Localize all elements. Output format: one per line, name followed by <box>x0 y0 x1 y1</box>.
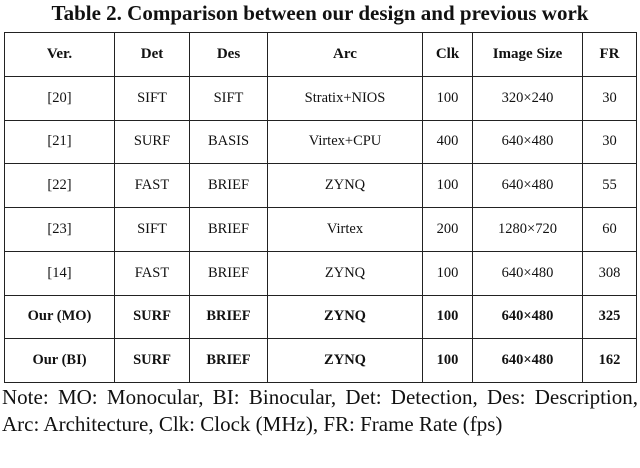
cell-description: SIFT <box>190 76 268 120</box>
cell-architecture: ZYNQ <box>268 295 423 339</box>
cell-description: BRIEF <box>190 295 268 339</box>
header-frame-rate: FR <box>583 33 637 77</box>
header-detection: Det <box>115 33 190 77</box>
cell-version: [22] <box>5 164 115 208</box>
cell-clock: 100 <box>423 339 473 383</box>
cell-frame-rate: 55 <box>583 164 637 208</box>
comparison-table <box>4 32 637 383</box>
cell-architecture: Virtex+CPU <box>268 120 423 164</box>
cell-detection: SIFT <box>115 76 190 120</box>
cell-architecture: ZYNQ <box>268 339 423 383</box>
cell-clock: 100 <box>423 251 473 295</box>
cell-clock: 400 <box>423 120 473 164</box>
cell-image-size: 640×480 <box>473 251 583 295</box>
cell-detection: SURF <box>115 339 190 383</box>
cell-image-size: 320×240 <box>473 76 583 120</box>
header-architecture: Arc <box>268 33 423 77</box>
table-row <box>5 76 637 120</box>
cell-image-size: 640×480 <box>473 295 583 339</box>
cell-detection: SURF <box>115 295 190 339</box>
cell-description: BASIS <box>190 120 268 164</box>
cell-detection: FAST <box>115 251 190 295</box>
cell-clock: 200 <box>423 208 473 252</box>
cell-image-size: 640×480 <box>473 339 583 383</box>
header-clock: Clk <box>423 33 473 77</box>
table-row-ours-bi <box>5 339 637 383</box>
cell-frame-rate: 162 <box>583 339 637 383</box>
cell-image-size: 1280×720 <box>473 208 583 252</box>
cell-version: [23] <box>5 208 115 252</box>
cell-architecture: ZYNQ <box>268 164 423 208</box>
table-row <box>5 208 637 252</box>
cell-image-size: 640×480 <box>473 164 583 208</box>
cell-detection: SURF <box>115 120 190 164</box>
cell-clock: 100 <box>423 164 473 208</box>
header-version: Ver. <box>5 33 115 77</box>
table-caption: Table 2. Comparison between our design and previous work <box>51 1 589 25</box>
table-row <box>5 164 637 208</box>
cell-frame-rate: 30 <box>583 76 637 120</box>
cell-frame-rate: 308 <box>583 251 637 295</box>
cell-description: BRIEF <box>190 339 268 383</box>
cell-architecture: ZYNQ <box>268 251 423 295</box>
cell-detection: SIFT <box>115 208 190 252</box>
cell-description: BRIEF <box>190 208 268 252</box>
cell-frame-rate: 30 <box>583 120 637 164</box>
cell-detection: FAST <box>115 164 190 208</box>
cell-image-size: 640×480 <box>473 120 583 164</box>
cell-clock: 100 <box>423 295 473 339</box>
table-row-ours-mo <box>5 295 637 339</box>
table-row <box>5 120 637 164</box>
table-header-row <box>5 33 637 77</box>
cell-architecture: Virtex <box>268 208 423 252</box>
cell-architecture: Stratix+NIOS <box>268 76 423 120</box>
header-description: Des <box>190 33 268 77</box>
table-row <box>5 251 637 295</box>
cell-version: [14] <box>5 251 115 295</box>
cell-description: BRIEF <box>190 251 268 295</box>
cell-version: [20] <box>5 76 115 120</box>
cell-frame-rate: 325 <box>583 295 637 339</box>
cell-frame-rate: 60 <box>583 208 637 252</box>
cell-version: Our (BI) <box>5 339 115 383</box>
cell-version: Our (MO) <box>5 295 115 339</box>
cell-description: BRIEF <box>190 164 268 208</box>
cell-clock: 100 <box>423 76 473 120</box>
header-image-size: Image Size <box>473 33 583 77</box>
cell-version: [21] <box>5 120 115 164</box>
table-note: Note: MO: Monocular, BI: Binocular, Det: Detection, Des: Description, Arc: Architecture, Clk: Clock (MHz), FR: Frame Rate (fps) <box>2 385 638 436</box>
